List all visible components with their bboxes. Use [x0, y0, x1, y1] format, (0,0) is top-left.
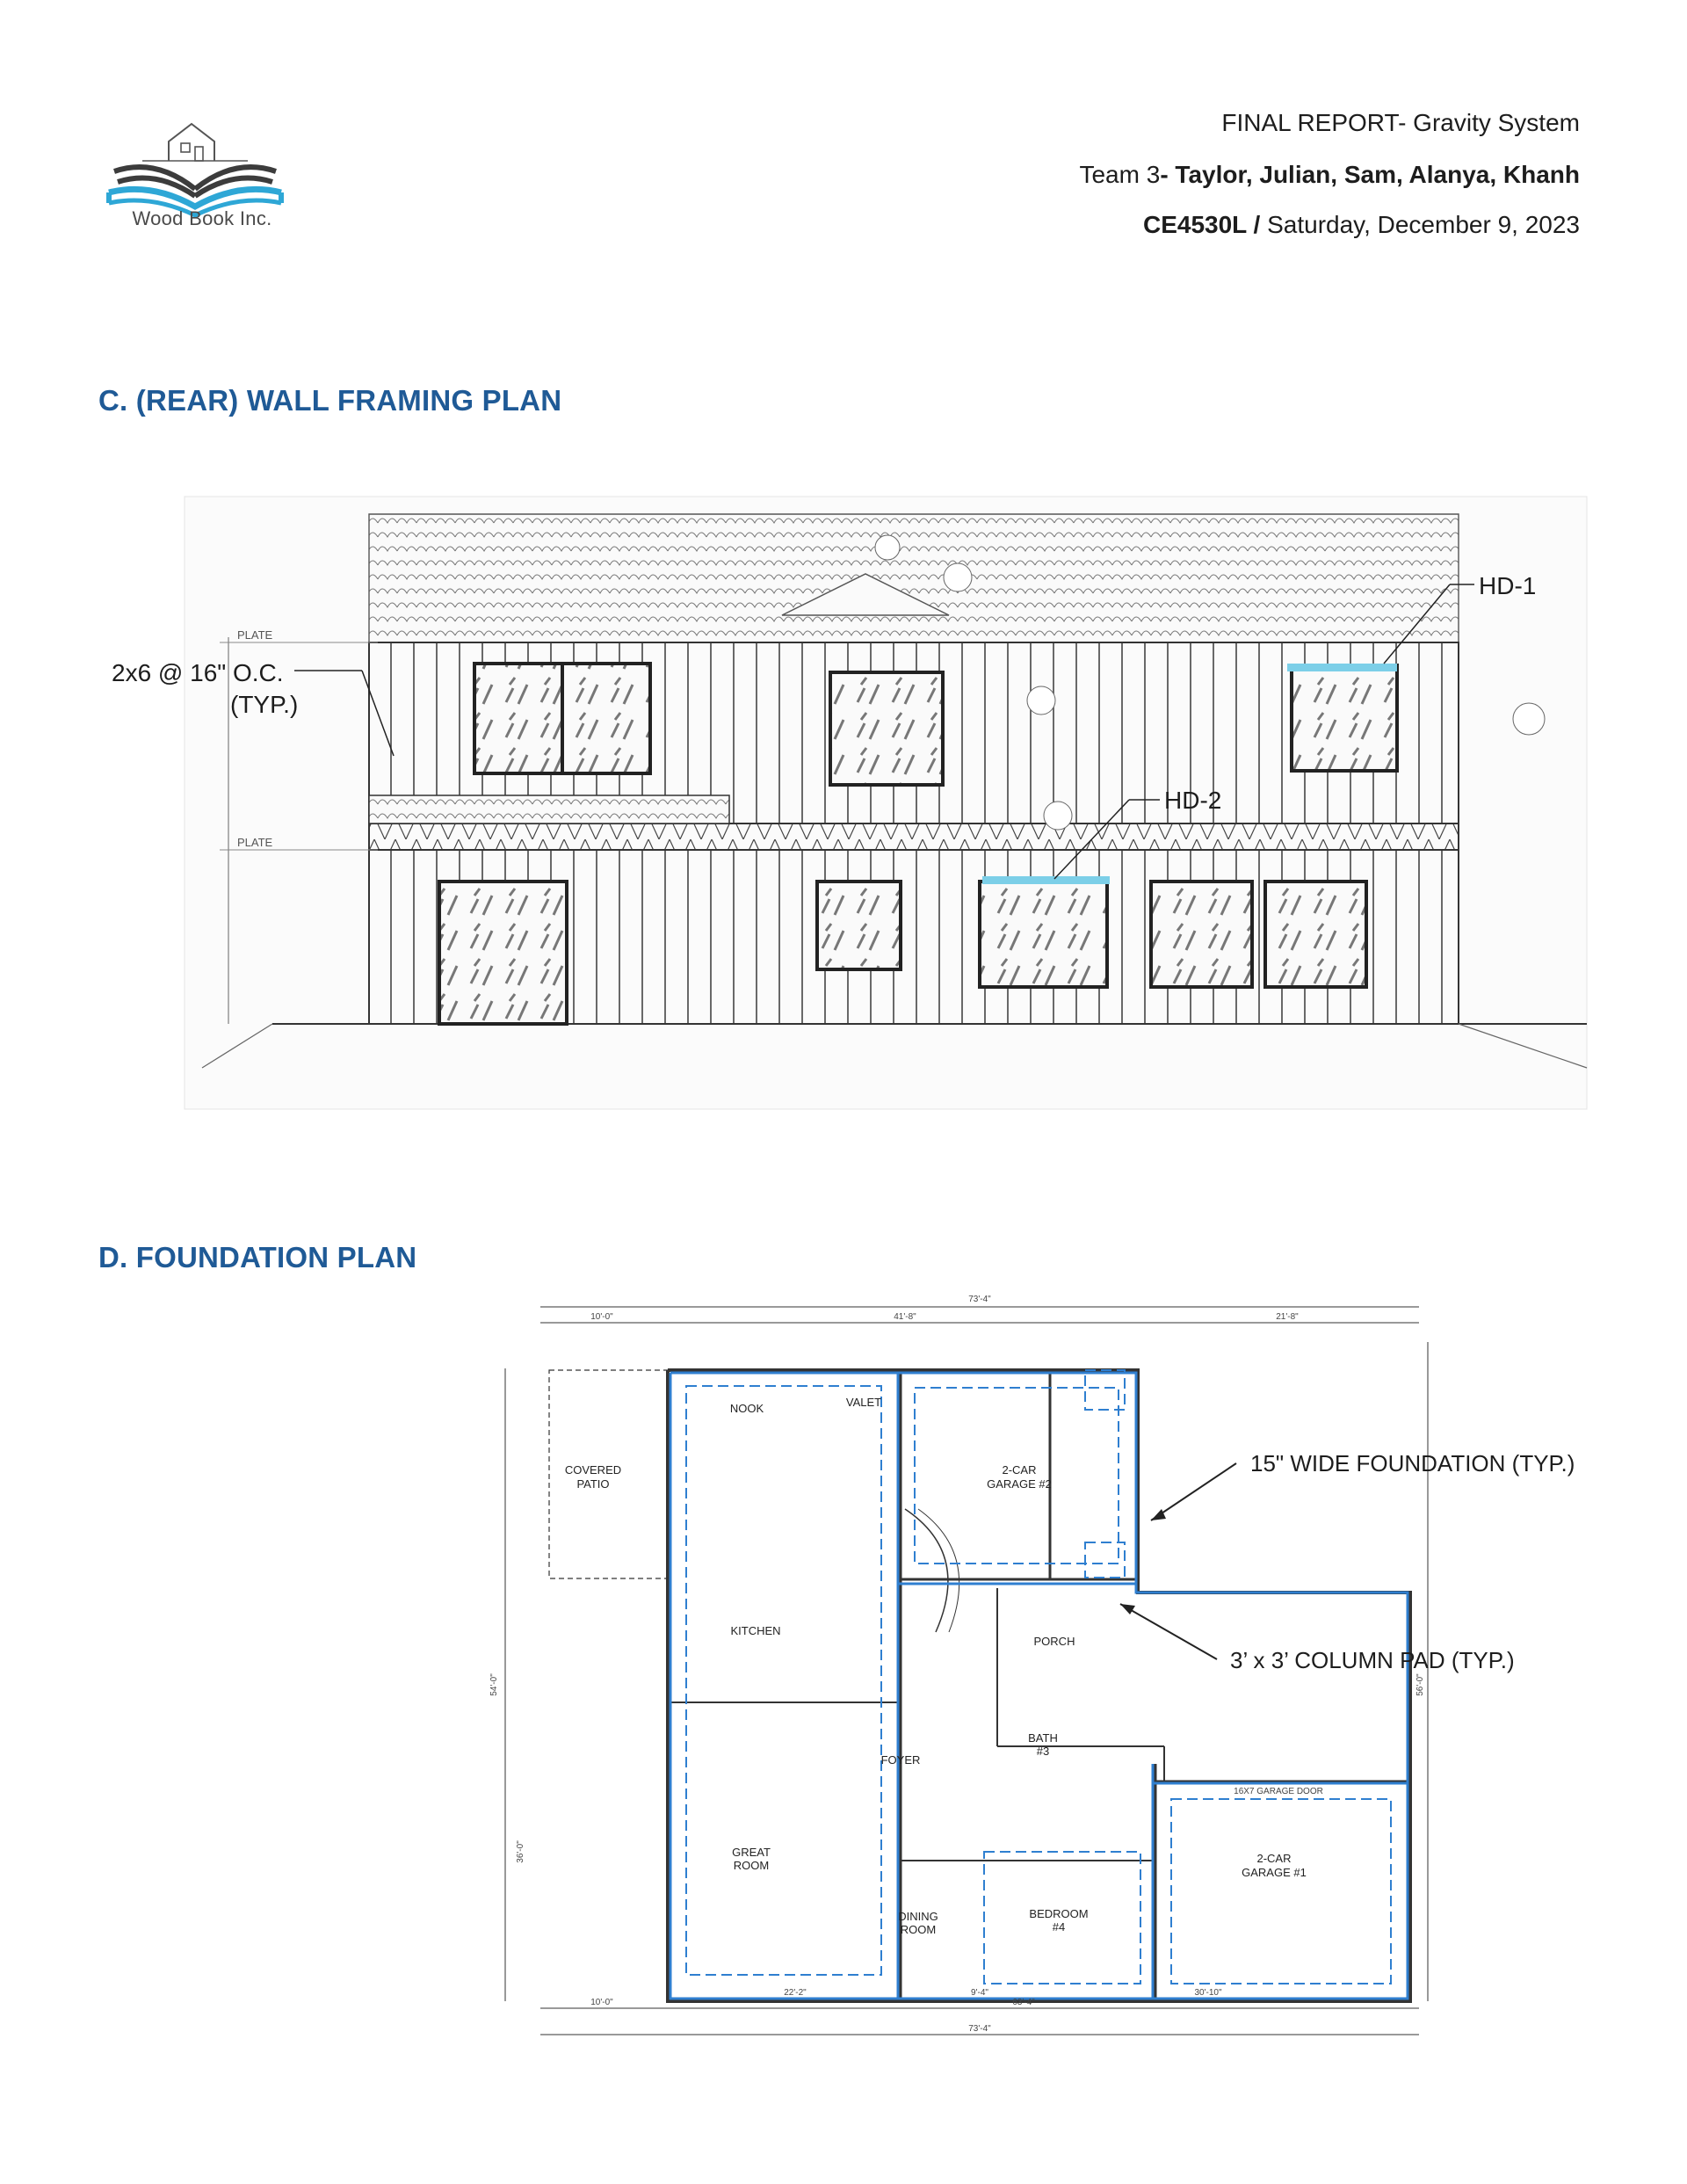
- hd1-label: HD-1: [1479, 572, 1537, 599]
- room-garage2-line2: GARAGE #2: [987, 1477, 1052, 1491]
- plate-label-lower: PLATE: [237, 836, 273, 849]
- stud-note-line1: 2x6 @ 16" O.C.: [112, 659, 284, 686]
- covered-patio-line1: COVERED: [564, 1463, 622, 1477]
- room-bath-line1: BATH: [1028, 1731, 1058, 1745]
- dim-bot-c: 30'-10": [1194, 1988, 1222, 1998]
- section-d-title: D. FOUNDATION PLAN: [98, 1241, 417, 1273]
- dim-top-mid: 41'-8": [894, 1312, 916, 1322]
- room-porch: PORCH: [1033, 1635, 1075, 1648]
- room-great-line2: ROOM: [733, 1859, 770, 1872]
- foundation-width-note: 15" WIDE FOUNDATION (TYP.): [1250, 1450, 1575, 1477]
- room-kitchen: KITCHEN: [730, 1624, 781, 1637]
- room-dining-line2: ROOM: [900, 1923, 937, 1936]
- column-pad-note: 3’ x 3’ COLUMN PAD (TYP.): [1230, 1647, 1515, 1673]
- garage-door-label: 16X7 GARAGE DOOR: [1234, 1787, 1323, 1796]
- plate-label-upper: PLATE: [237, 628, 273, 642]
- dim-right-total: 56'-0": [1415, 1673, 1425, 1696]
- rear-wall-framing-elevation: [185, 497, 1587, 1109]
- covered-patio-line2: PATIO: [576, 1477, 610, 1491]
- team-label: Team 3: [1079, 161, 1161, 188]
- report-title: FINAL REPORT- Gravity System: [1221, 109, 1580, 136]
- dim-bot-mid: 63'-4": [1012, 1998, 1035, 2007]
- report-date: Saturday, December 9, 2023: [1260, 211, 1580, 238]
- team-line: [1079, 161, 1580, 189]
- room-foyer: FOYER: [880, 1753, 921, 1767]
- hd2-label: HD-2: [1164, 787, 1222, 814]
- dim-left-total: 54'-0": [489, 1673, 499, 1696]
- room-nook: NOOK: [729, 1402, 764, 1415]
- room-bedroom-line2: #4: [1052, 1920, 1066, 1934]
- dim-bot-b: 9'-4": [971, 1988, 988, 1998]
- dim-left-lower: 36'-0": [516, 1840, 525, 1863]
- room-valet: VALET: [845, 1396, 882, 1409]
- room-garage1-line1: 2-CAR: [1256, 1852, 1292, 1865]
- stud-note-line2: (TYP.): [230, 691, 299, 718]
- team-members: - Taylor, Julian, Sam, Alanya, Khanh: [1160, 161, 1580, 188]
- course-code: CE4530L /: [1142, 211, 1261, 238]
- dim-bot-left: 10'-0": [590, 1998, 613, 2007]
- foundation-plan-drawing: [489, 1289, 1433, 2054]
- logo-text: Wood Book Inc.: [132, 207, 272, 229]
- room-dining-line1: DINING: [898, 1910, 938, 1923]
- room-great-line1: GREAT: [732, 1846, 771, 1859]
- room-bath-line2: #3: [1036, 1745, 1050, 1758]
- room-garage1-line2: GARAGE #1: [1242, 1866, 1307, 1879]
- dim-top-total: 73'-4": [968, 1295, 991, 1304]
- dim-bot-a: 22'-2": [784, 1988, 807, 1998]
- course-date-line: [1143, 211, 1580, 239]
- room-bedroom-line1: BEDROOM: [1029, 1907, 1089, 1920]
- section-c-title: C. (REAR) WALL FRAMING PLAN: [98, 384, 562, 417]
- room-garage2-line1: 2-CAR: [1002, 1463, 1037, 1477]
- dim-bottom-total: 73'-4": [968, 2024, 991, 2034]
- dim-top-left: 10'-0": [590, 1312, 613, 1322]
- dim-top-right: 21'-8": [1276, 1312, 1299, 1322]
